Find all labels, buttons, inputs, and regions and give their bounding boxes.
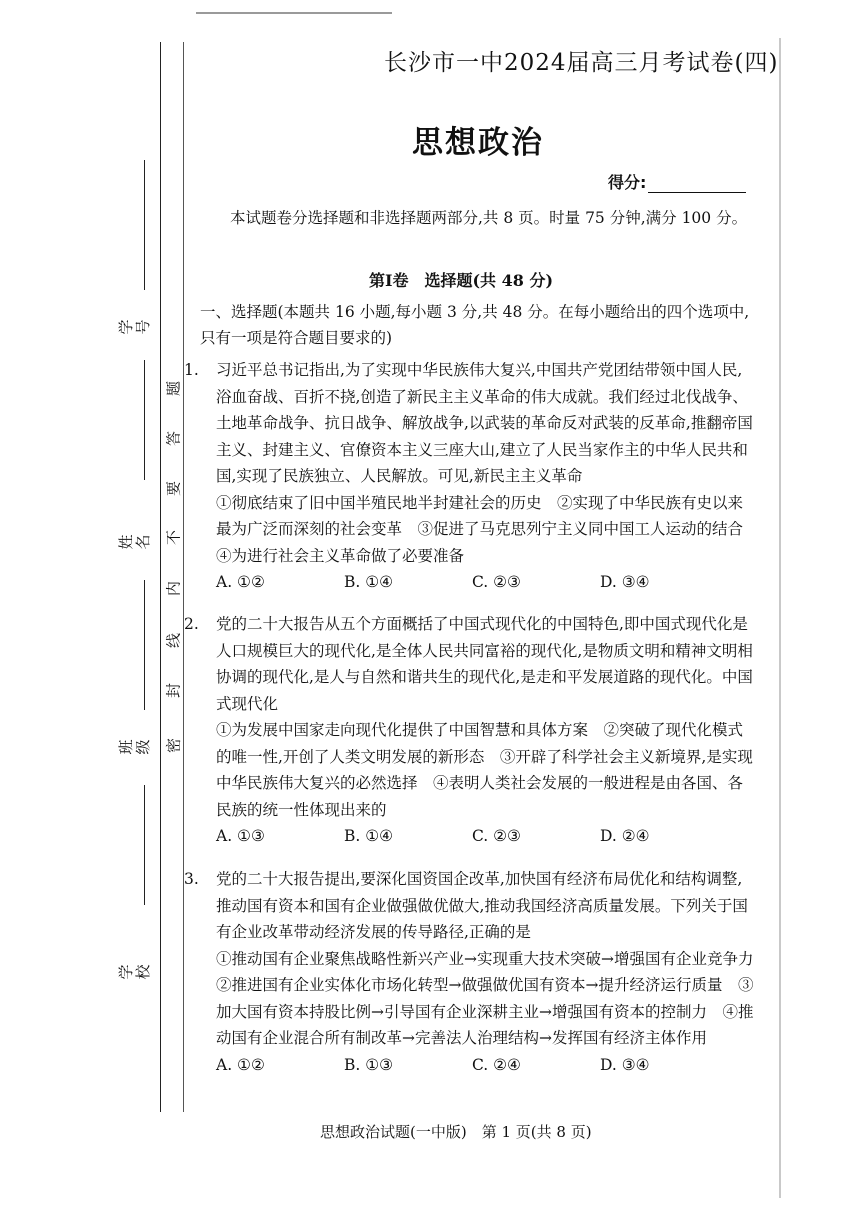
exam-instructions: 本试题卷分选择题和非选择题两部分,共 8 页。时量 75 分钟,满分 100 分。 bbox=[230, 209, 748, 227]
question-statements: ①彻底结束了旧中国半殖民地半封建社会的历史 ②实现了中华民族有史以来最为广泛而深刻的社会变革 ③促进了马克思列宁主义同中国工人运动的结合 ④为进行社会主义革命做了必要准备 bbox=[216, 493, 759, 565]
class-blank[interactable] bbox=[144, 580, 145, 710]
question-number: 1. bbox=[184, 361, 199, 379]
option-a[interactable]: A. ①② bbox=[216, 573, 265, 591]
exam-title: 长沙市一中2024届高三月考试卷(四) bbox=[384, 50, 779, 76]
score-label: 得分: bbox=[608, 173, 647, 192]
answer-options bbox=[200, 1052, 756, 1079]
seal-char: 答 bbox=[164, 431, 183, 447]
name-label: 姓 名 bbox=[117, 534, 152, 550]
option-a[interactable]: A. ①② bbox=[216, 1055, 265, 1074]
question-stem bbox=[184, 611, 756, 717]
option-a[interactable]: A. ①③ bbox=[216, 827, 265, 845]
school-blank[interactable] bbox=[144, 785, 145, 905]
question-number: 2. bbox=[184, 615, 199, 633]
seal-char: 不 bbox=[164, 530, 183, 546]
option-b[interactable]: B. ①④ bbox=[344, 827, 394, 845]
question-3 bbox=[184, 866, 769, 1078]
page-edge bbox=[779, 38, 781, 1198]
question-stem bbox=[184, 357, 756, 490]
seal-char: 线 bbox=[164, 633, 183, 649]
name-blank[interactable] bbox=[144, 360, 145, 480]
question-2 bbox=[184, 611, 756, 850]
binding-line bbox=[160, 42, 161, 1112]
answer-options bbox=[200, 569, 756, 596]
class-label: 班 级 bbox=[117, 739, 152, 755]
score-blank[interactable] bbox=[648, 178, 746, 193]
score-field[interactable] bbox=[608, 170, 746, 193]
seal-char: 密 bbox=[164, 738, 183, 754]
question-text: 习近平总书记指出,为了实现中华民族伟大复兴,中国共产党团结带领中国人民,浴血奋战、百折不挠,创造了新民主主义革命的伟大成就。我们经过北伐战争、土地革命战争、抗日战争、解放战争,以武装的革命反对武装的反革命,推翻帝国主义、封建主义、官僚资本主义三座大山,建立了人民当家作主的中华人民共和国,实现了民族独立、人民解放。可见,新民主主义革命 bbox=[216, 361, 753, 485]
top-scan-rule bbox=[196, 12, 392, 14]
seal-char: 内 bbox=[164, 581, 183, 597]
page-footer: 思想政治试题(一中版) 第 1 页(共 8 页) bbox=[320, 1123, 592, 1141]
option-d[interactable]: D. ②④ bbox=[600, 827, 650, 845]
option-c[interactable]: C. ②③ bbox=[472, 827, 521, 845]
question-statements: ①推动国有企业聚焦战略性新兴产业→实现重大技术突破→增强国有企业竞争力 ②推进国有企业实体化市场化转型→做强做优国有资本→提升经济运行质量 ③加大国有资本持股比例→引导国有企业深耕主业→增强国有资本的控制力 ④推动国有企业混合所有制改革→完善法人治理结构→发挥国有经济主体作用 bbox=[216, 949, 769, 1047]
seal-char: 题 bbox=[164, 381, 183, 397]
subject-title: 思想政治 bbox=[412, 125, 544, 161]
question-number: 3. bbox=[184, 870, 199, 888]
part-instruction: 一、选择题(本题共 16 小题,每小题 3 分,共 48 分。在每小题给出的四个选项中,只有一项是符合题目要求的) bbox=[200, 303, 750, 347]
option-b[interactable]: B. ①④ bbox=[344, 573, 394, 591]
school-label: 学 校 bbox=[117, 964, 152, 980]
option-c[interactable]: C. ②④ bbox=[472, 1055, 521, 1074]
question-text: 党的二十大报告从五个方面概括了中国式现代化的中国特色,即中国式现代化是人口规模巨大的现代化,是全体人民共同富裕的现代化,是物质文明和精神文明相协调的现代化,是人与自然和谐共生的现代化,是走和平发展道路的现代化。中国式现代化 bbox=[216, 615, 753, 713]
question-text: 党的二十大报告提出,要深化国资国企改革,加快国有经济布局优化和结构调整,推动国有资本和国有企业做强做优做大,推动我国经济高质量发展。下列关于国有企业改革带动经济发展的传导路径,正确的是 bbox=[216, 870, 748, 941]
option-b[interactable]: B. ①③ bbox=[344, 1055, 394, 1074]
seal-char: 要 bbox=[164, 481, 183, 497]
seal-char: 封 bbox=[164, 683, 183, 699]
answer-options bbox=[200, 823, 756, 850]
question-stem bbox=[184, 866, 756, 946]
student-id-label: 学 号 bbox=[117, 319, 152, 335]
question-statements: ①为发展中国家走向现代化提供了中国智慧和具体方案 ②突破了现代化模式的唯一性,开创了人类文明发展的新形态 ③开辟了科学社会主义新境界,是实现中华民族伟大复兴的必然选择 ④表明人类社会发展的一般进程是由各国、各民族的统一性体现出来的 bbox=[216, 721, 753, 819]
seal-line bbox=[183, 42, 184, 1112]
option-d[interactable]: D. ③④ bbox=[600, 1055, 650, 1074]
section-title: 第Ⅰ卷 选择题(共 48 分) bbox=[369, 271, 554, 290]
question-1 bbox=[184, 357, 759, 596]
student-id-blank[interactable] bbox=[144, 160, 145, 290]
option-d[interactable]: D. ③④ bbox=[600, 573, 650, 591]
option-c[interactable]: C. ②③ bbox=[472, 573, 521, 591]
